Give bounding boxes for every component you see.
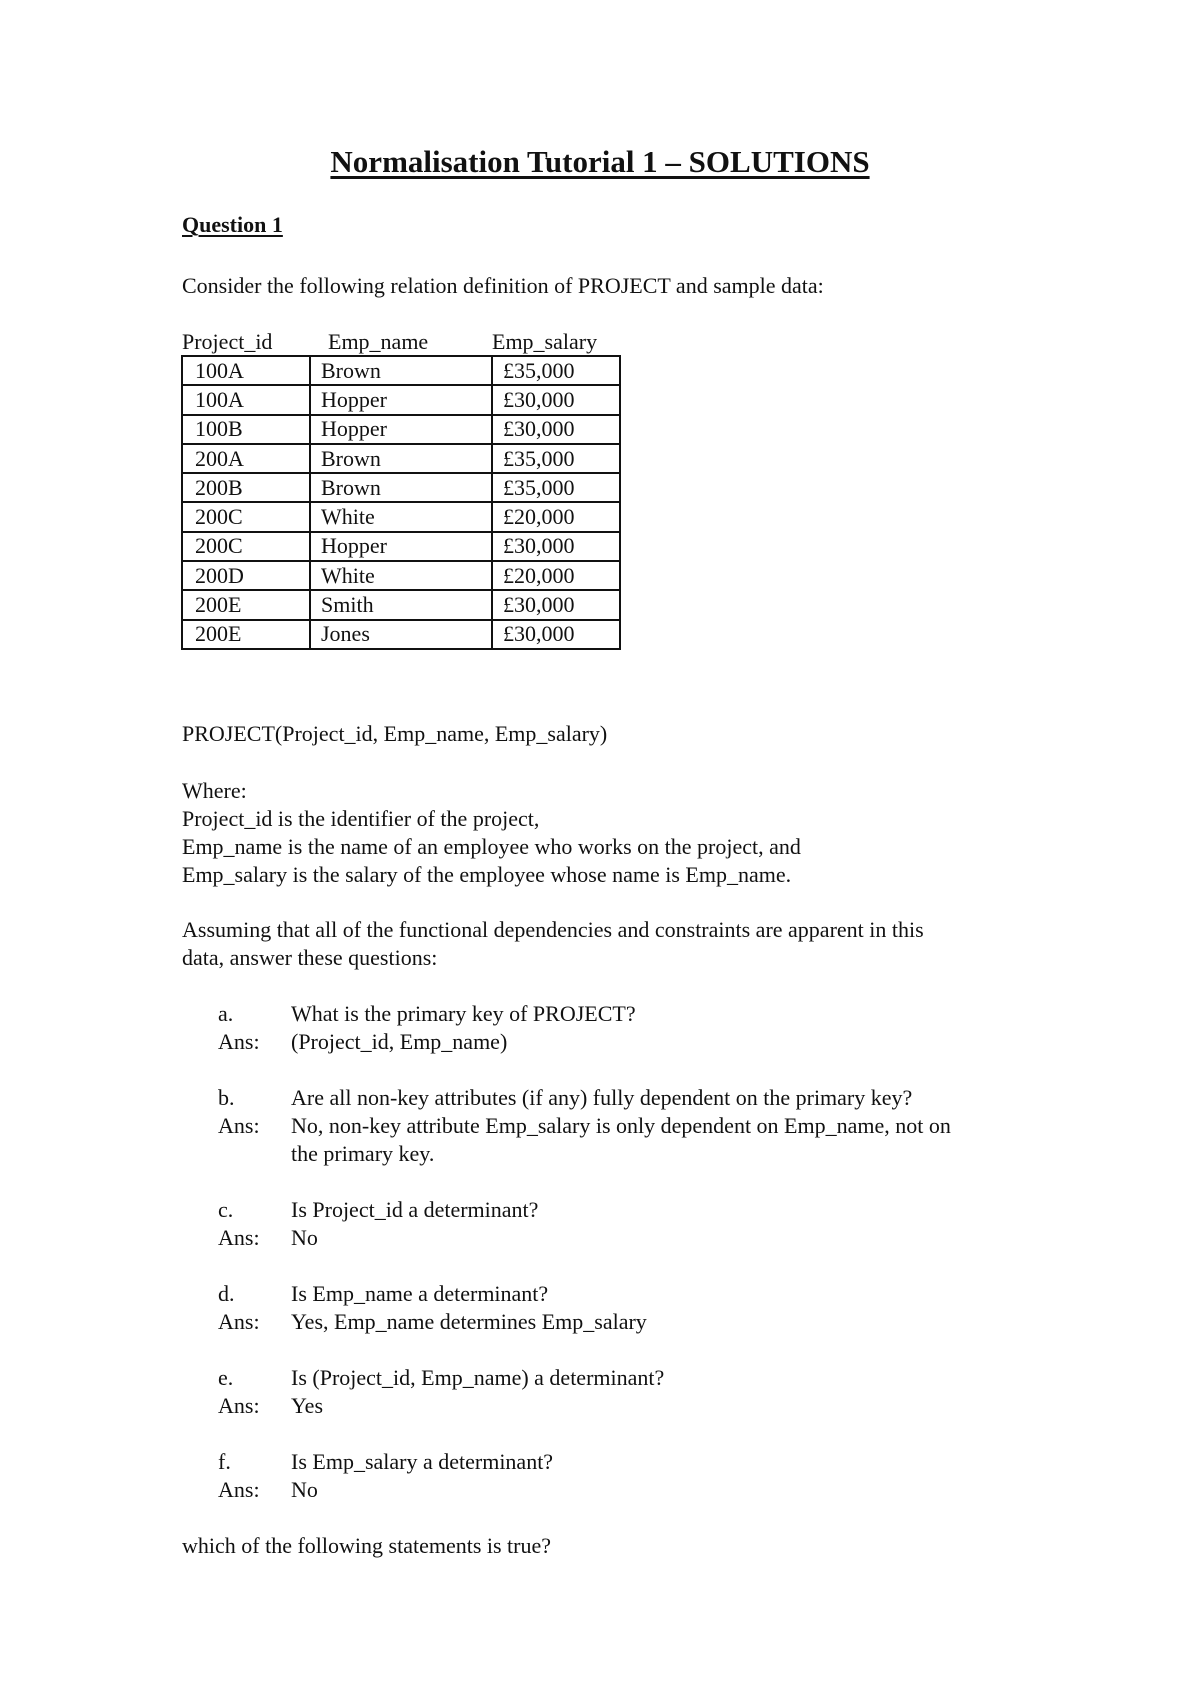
answer-text: Yes [291, 1393, 324, 1418]
answer-text: No [291, 1225, 318, 1250]
question-label: a. [218, 1001, 234, 1026]
question-text: What is the primary key of PROJECT? [291, 1001, 636, 1026]
intro-text: Consider the following relation definition of PROJECT and sample data: [182, 273, 824, 298]
table-cell: £30,000 [492, 532, 620, 561]
table-cell: White [310, 502, 492, 531]
relation-definition: PROJECT(Project_id, Emp_name, Emp_salary) [182, 721, 608, 746]
table-cell: £30,000 [492, 415, 620, 444]
table-cell: £30,000 [492, 620, 620, 649]
table-row [182, 473, 620, 502]
table-cell: Hopper [310, 532, 492, 561]
table-row [182, 444, 620, 473]
table-cell: White [310, 561, 492, 590]
question-label: c. [218, 1197, 234, 1222]
table-cell: Brown [310, 473, 492, 502]
column-header-project-id: Project_id [182, 329, 273, 354]
answer-text: Yes, Emp_name determines Emp_salary [291, 1309, 647, 1334]
question-label: e. [218, 1365, 234, 1390]
question-text: Is Emp_name a determinant? [291, 1281, 549, 1306]
question-label: f. [218, 1449, 231, 1474]
where-label: Where: [182, 778, 247, 803]
table-cell: £20,000 [492, 561, 620, 590]
table-cell: Brown [310, 444, 492, 473]
answer-text: (Project_id, Emp_name) [291, 1029, 508, 1054]
table-row [182, 385, 620, 414]
table-row [182, 561, 620, 590]
answer-label: Ans: [218, 1477, 260, 1502]
answer-label: Ans: [218, 1225, 260, 1250]
table-cell: £35,000 [492, 444, 620, 473]
answer-text: No, non-key attribute Emp_salary is only dependent on Emp_name, not on [291, 1113, 951, 1138]
table-cell: £35,000 [492, 356, 620, 385]
question-text: Are all non-key attributes (if any) fully dependent on the primary key? [291, 1085, 913, 1110]
answer-label: Ans: [218, 1393, 260, 1418]
table-row [182, 356, 620, 385]
question-label: b. [218, 1085, 235, 1110]
table-cell: 200E [182, 590, 310, 619]
question-text: Is Emp_salary a determinant? [291, 1449, 554, 1474]
assumption-text: data, answer these questions: [182, 945, 438, 970]
question-text: Is (Project_id, Emp_name) a determinant? [291, 1365, 665, 1390]
table-row [182, 502, 620, 531]
question-label: d. [218, 1281, 235, 1306]
table-row [182, 620, 620, 649]
table-cell: 200B [182, 473, 310, 502]
table-cell: 100B [182, 415, 310, 444]
table-row [182, 415, 620, 444]
table-cell: 200C [182, 502, 310, 531]
where-line: Emp_salary is the salary of the employee whose name is Emp_name. [182, 862, 792, 887]
project-data-table [181, 355, 621, 650]
table-cell: £30,000 [492, 385, 620, 414]
table-cell: 200E [182, 620, 310, 649]
table-cell: £30,000 [492, 590, 620, 619]
assumption-text: Assuming that all of the functional dependencies and constraints are apparent in this [182, 917, 924, 942]
table-row [182, 590, 620, 619]
table-cell: 200A [182, 444, 310, 473]
table-cell: £20,000 [492, 502, 620, 531]
closing-question: which of the following statements is true? [182, 1533, 552, 1558]
question-heading: Question 1 [182, 212, 283, 237]
table-cell: Smith [310, 590, 492, 619]
table-cell: £35,000 [492, 473, 620, 502]
answer-label: Ans: [218, 1309, 260, 1334]
table-cell: Hopper [310, 415, 492, 444]
answer-label: Ans: [218, 1029, 260, 1054]
column-header-emp-name: Emp_name [328, 329, 429, 354]
table-cell: 200D [182, 561, 310, 590]
answer-text: No [291, 1477, 318, 1502]
where-line: Project_id is the identifier of the project, [182, 806, 540, 831]
table-cell: 100A [182, 385, 310, 414]
column-header-emp-salary: Emp_salary [492, 329, 598, 354]
page-title: Normalisation Tutorial 1 – SOLUTIONS [330, 144, 870, 179]
where-line: Emp_name is the name of an employee who works on the project, and [182, 834, 801, 859]
table-cell: 200C [182, 532, 310, 561]
question-text: Is Project_id a determinant? [291, 1197, 539, 1222]
answer-text: the primary key. [291, 1141, 435, 1166]
table-cell: Brown [310, 356, 492, 385]
table-row [182, 532, 620, 561]
table-cell: 100A [182, 356, 310, 385]
table-cell: Hopper [310, 385, 492, 414]
answer-label: Ans: [218, 1113, 260, 1138]
table-cell: Jones [310, 620, 492, 649]
